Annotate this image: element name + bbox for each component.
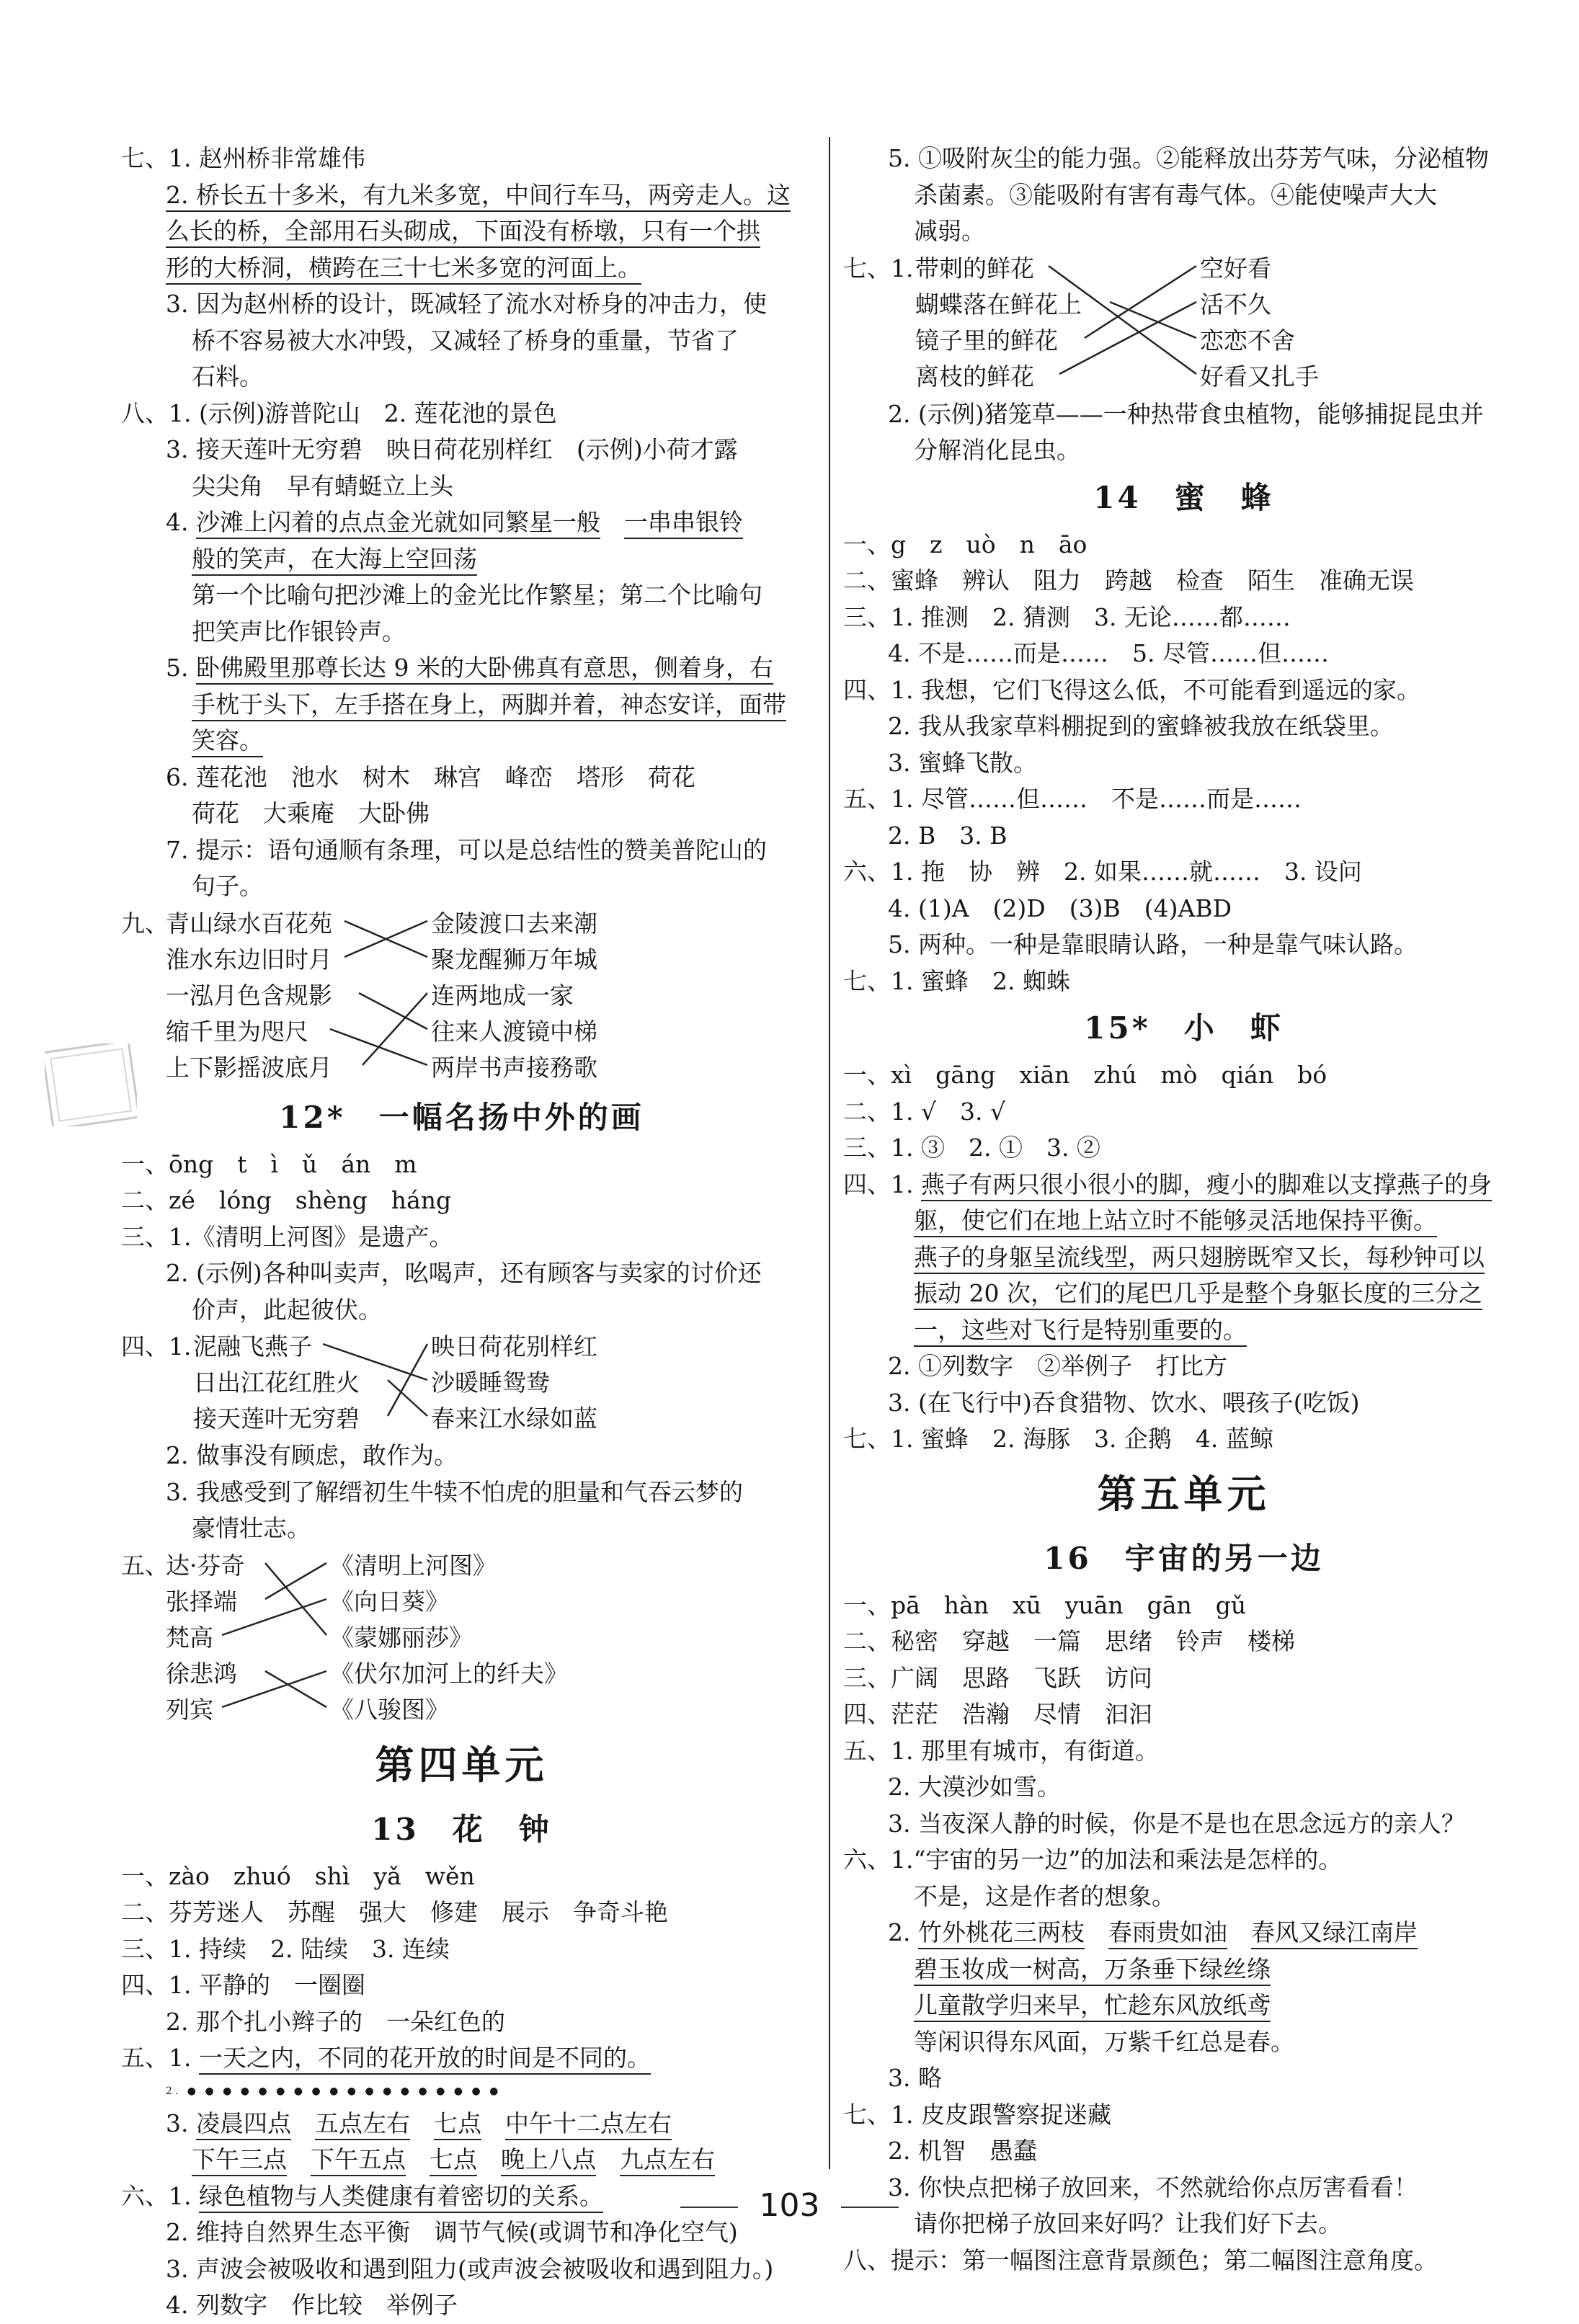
l12-line: 二、zé lóng shèng háng (121, 1186, 452, 1214)
l15-line: 四、1. 燕子有两只很小很小的脚，瘦小的脚难以支撑燕子的身 (843, 1167, 1524, 1203)
painting-item: 《伏尔加河上的纤夫》 (330, 1659, 568, 1688)
l13-line: 三、1. 持续 2. 陆续 3. 连续 (121, 1934, 450, 1963)
s8-line: 八、1. (示例)游普陀山 2. 莲花池的景色 (121, 399, 557, 427)
s9-left-item: 缩千里为咫尺 (166, 1017, 308, 1046)
flower-meaning: 好看又扎手 (1200, 362, 1319, 391)
s9-label: 九、 (121, 909, 169, 938)
s8-line: 5. 卧佛殿里那尊长达 9 米的大卧佛真有意思，侧着身，右 (121, 650, 802, 687)
s9-connector-lines (121, 905, 802, 1089)
l13-line: 3. 声波会被吸收和遇到阻力(或声波会被吸收和遇到阻力。) (166, 2254, 774, 2283)
l13-line: 一、zào zhuó shì yǎ wěn (121, 1861, 475, 1890)
flower-phrase: 离枝的鲜花 (915, 362, 1034, 391)
l14-line: 四、1. 我想，它们飞得这么低，不可能看到遥远的家。 (843, 675, 1420, 704)
s9-right-item: 聚龙醒狮万年城 (431, 945, 597, 974)
l12-line: 2. 做事没有顾虑，敢作为。 (166, 1441, 458, 1469)
l13-dots-line: 2. ● ● ● ● ● ● ● ● ● ● ● ● ● ● ● ● ● ● (166, 2085, 502, 2097)
l12-s4-label: 四、1. (121, 1332, 192, 1361)
l12-line: 一、ōng t ì ǔ án m (121, 1149, 417, 1178)
l13-times-line: 3. 凌晨四点 五点左右 七点 中午十二点左右 (121, 2106, 802, 2142)
l12-s4-matching (121, 1328, 802, 1438)
page-number-dash-left (680, 2207, 738, 2208)
l14-line: 三、1. 推测 2. 猜测 3. 无论……都…… (843, 602, 1291, 631)
lesson14-title: 14 蜜 蜂 (1093, 479, 1274, 515)
l13-line: 四、1. 平静的 一圈圈 (121, 1971, 365, 1999)
l16-line: 2. 大漠沙如雪。 (888, 1773, 1061, 1801)
unit5-title: 第五单元 (1097, 1470, 1271, 1517)
l16-line: 3. 当夜深人静的时候，你是不是也在思念远方的亲人？ (888, 1809, 1465, 1838)
lesson13-title: 13 花 钟 (371, 1811, 552, 1847)
l12-s5-connector-lines (121, 1547, 802, 1729)
right-column (843, 141, 1524, 2279)
lesson16-title: 16 宇宙的另一边 (1044, 1540, 1324, 1576)
flower-meaning: 恋恋不舍 (1200, 326, 1295, 355)
l14-line: 2. 我从我家草料棚捉到的蜜蜂被我放在纸袋里。 (888, 712, 1394, 740)
flower-meaning: 活不久 (1200, 290, 1271, 319)
left-column (121, 141, 802, 2324)
l16-line: 六、1.“宇宙的另一边”的加法和乘法是怎样的。 (843, 1846, 1343, 1874)
l13-line: 2. 那个扎小辫子的 一朵红色的 (166, 2007, 505, 2036)
r-s5-line: 减弱。 (914, 217, 985, 245)
l15-line: 2. ①列数字 ②举例子 打比方 (888, 1352, 1227, 1380)
r-s7-line: 2. (示例)猪笼草——一种热带食虫植物，能够捕捉昆虫并 (888, 399, 1484, 428)
lesson12-title: 12* 一幅名扬中外的画 (279, 1099, 644, 1135)
l16-line: 二、秘密 穿越 一篇 思绪 铃声 楼梯 (843, 1627, 1295, 1655)
s8-line: 句子。 (192, 872, 263, 900)
s9-right-item: 往来人渡镜中梯 (431, 1017, 597, 1046)
s9-left-item: 一泓月色含规影 (166, 981, 332, 1010)
poem-right-item: 映日荷花别样红 (431, 1332, 597, 1361)
column-divider (829, 137, 830, 2169)
l15-line: 振动 20 次，它们的尾巴几乎是整个身躯长度的三分之 (914, 1279, 1482, 1310)
l16-poem-line: 2. 竹外桃花三两枝 春雨贵如油 春风又绿江南岸 (843, 1915, 1524, 1951)
flower-phrase: 镜子里的鲜花 (915, 326, 1058, 355)
s8-line: 3. 接天莲叶无穷碧 映日荷花别样红 (示例)小荷才露 (166, 435, 738, 463)
painting-item: 《蒙娜丽莎》 (330, 1623, 473, 1652)
l15-line: 一、xì gāng xiān zhú mò qián bó (843, 1061, 1327, 1089)
l13-line: 六、1. 绿色植物与人类健康有着密切的关系。 (121, 2178, 802, 2215)
poem-left-item: 泥融飞燕子 (193, 1332, 312, 1361)
l14-line: 4. (1)A (2)D (3)B (4)ABD (888, 894, 1232, 922)
s8-metaphor-1: 沙滩上闪着的点点金光就如同繁星一般 (196, 508, 600, 539)
s8-line: 笑容。 (192, 726, 263, 757)
l14-line: 六、1. 拖 协 辨 2. 如果……就…… 3. 设问 (843, 858, 1362, 886)
publisher-stamp-icon (45, 1043, 137, 1126)
r-s7-matching (843, 250, 1524, 396)
s8-line: 第一个比喻句把沙滩上的金光比作繁星；第二个比喻句 (192, 581, 762, 609)
l15-line: 三、1. ③ 2. ① 3. ② (843, 1134, 1100, 1162)
painting-item: 《清明上河图》 (330, 1551, 497, 1580)
l12-s4-connector-lines (121, 1328, 802, 1438)
poem-left-item: 日出江花红胜火 (193, 1368, 360, 1397)
l12-line: 豪情壮志。 (192, 1514, 311, 1542)
flower-meaning: 空好看 (1200, 254, 1271, 282)
artist-item: 梵高 (166, 1623, 213, 1652)
l14-line: 4. 不是……而是…… 5. 尽管……但…… (888, 639, 1329, 667)
page-number: 103 (0, 2187, 1579, 2224)
l12-line: 2. (示例)各种叫卖声，吆喝声，还有顾客与卖家的讨价还 (166, 1259, 762, 1287)
s9-left-item: 青山绿水百花苑 (166, 909, 332, 938)
artist-item: 张择端 (166, 1587, 237, 1616)
s8-line: 荷花 大乘庵 大卧佛 (192, 799, 430, 827)
painting-item: 《向日葵》 (330, 1587, 449, 1616)
l16-poem-line: 儿童散学归来早，忙趁东风放纸鸢 (914, 1991, 1271, 2022)
r-s5-line: 杀菌素。③能吸附有害有毒气体。④能使噪声大大 (914, 180, 1437, 209)
l15-line: 七、1. 蜜蜂 2. 海豚 3. 企鹅 4. 蓝鲸 (843, 1425, 1273, 1453)
s9-right-item: 连两地成一家 (431, 981, 574, 1010)
l13-line: 2. 维持自然界生态平衡 调节气候(或调节和净化空气) (166, 2218, 738, 2246)
s7-line: 2. 桥长五十多米，有九米多宽，中间行车马，两旁走人。这 (166, 181, 791, 212)
l15-line: 燕子的身躯呈流线型，两只翅膀既窄又长，每秒钟可以 (914, 1243, 1485, 1274)
l16-line: 七、1. 皮皮跟警察捉迷藏 (843, 2100, 1111, 2129)
l16-line: 一、pā hàn xū yuān gān gǔ (843, 1590, 1247, 1619)
s9-right-item: 两岸书声接務歌 (431, 1053, 597, 1082)
l12-s5-label: 五、 (121, 1551, 169, 1580)
r-s5-line: 5. ①吸附灰尘的能力强。②能释放出芬芳气味，分泌植物 (888, 144, 1489, 172)
l15-line: 二、1. √ 3. √ (843, 1097, 1006, 1126)
l14-line: 2. B 3. B (888, 821, 1008, 850)
s7-line: 3. 因为赵州桥的设计，既减轻了流水对桥身的冲击力，使 (166, 290, 767, 318)
l14-line: 5. 两种。一种是靠眼睛认路，一种是靠气味认路。 (888, 930, 1418, 958)
s9-matching (121, 905, 802, 1089)
l13-line: 五、1. 一天之内，不同的花开放的时间是不同的。 (121, 2040, 802, 2077)
l12-line: 价声，此起彼伏。 (192, 1295, 382, 1324)
l12-line: 三、1.《清明上河图》是遗产。 (121, 1222, 453, 1251)
r-s7-line: 分解消化昆虫。 (914, 436, 1080, 464)
poem-right-item: 春来江水绿如蓝 (431, 1404, 597, 1433)
s8-line: 把笑声比作银铃声。 (192, 617, 406, 646)
s7-line: 形的大桥洞，横跨在三十七米多宽的河面上。 (166, 254, 641, 285)
artist-item: 达·芬奇 (166, 1551, 245, 1580)
s9-left-item: 淮水东边旧时月 (166, 945, 332, 974)
s7-line: 么长的桥，全部用石头砌成，下面没有桥墩，只有一个拱 (166, 217, 760, 248)
unit4-title: 第四单元 (375, 1741, 548, 1788)
s8-line: 7. 提示：语句通顺有条理，可以是总结性的赞美普陀山的 (166, 835, 767, 864)
l16-poem-line: 碧玉妆成一树高，万条垂下绿丝绦 (914, 1955, 1271, 1986)
l13-line: 4. 列数字 作比较 举例子 (166, 2291, 458, 2319)
s8-line: 4. 沙滩上闪着的点点金光就如同繁星一般 一串串银铃 (121, 504, 802, 541)
s9-left-item: 上下影摇波底月 (166, 1053, 332, 1082)
l16-line: 2. 机智 愚蠢 (888, 2137, 1037, 2165)
s8-metaphor-2: 一串串银铃 (624, 508, 743, 539)
l16-line: 三、广阔 思路 飞跃 访问 (843, 1663, 1152, 1692)
s7-line: 七、1. 赵州桥非常雄伟 (121, 144, 365, 172)
lesson15-title: 15* 小 虾 (1084, 1010, 1284, 1046)
s9-right-item: 金陵渡口去来潮 (431, 909, 597, 938)
l12-line: 3. 我感受到了解缙初生牛犊不怕虎的胆量和气吞云梦的 (166, 1477, 743, 1506)
painting-item: 《八骏图》 (330, 1695, 449, 1724)
l15-line: 3. (在飞行中)吞食猎物、饮水、喂孩子(吃饭) (888, 1388, 1360, 1417)
l13-line: 二、芬芳迷人 苏醒 强大 修建 展示 争奇斗艳 (121, 1898, 668, 1926)
artist-item: 徐悲鸿 (166, 1659, 237, 1688)
l16-line: 请你把梯子放回来好吗？让我们好下去。 (914, 2209, 1342, 2238)
l15-line: 一，这些对飞行是特别重要的。 (914, 1316, 1247, 1347)
l16-line: 3. 你快点把梯子放回来，不然就给你点厉害看看！ (888, 2173, 1418, 2201)
s8-line: 手枕于头下，左手搭在身上，两脚并着，神态安详，面带 (192, 690, 786, 721)
page-number-dash-right (841, 2207, 899, 2208)
l15-line: 躯，使它们在地上站立时不能够灵活地保持平衡。 (914, 1206, 1437, 1237)
s7-line: 石料。 (192, 362, 263, 391)
s8-line: 尖尖角 早有蜻蜓立上头 (192, 471, 453, 500)
artist-item: 列宾 (166, 1695, 213, 1724)
poem-right-item: 沙暖睡鸳鸯 (431, 1368, 550, 1397)
l16-line: 不是，这是作者的想象。 (914, 1882, 1175, 1910)
r-s7-label: 七、1. (843, 254, 914, 282)
l16-line: 等闲识得东风面，万紫千红总是春。 (914, 2027, 1294, 2056)
r-s7-connector-lines (843, 250, 1524, 396)
l14-line: 二、蜜蜂 辨认 阻力 跨越 检查 陌生 准确无误 (843, 566, 1414, 595)
l16-line: 五、1. 那里有城市，有街道。 (843, 1736, 1159, 1765)
s7-line: 桥不容易被大水冲毁，又减轻了桥身的重量，节省了 (192, 326, 739, 355)
l14-line: 一、g z uò n āo (843, 530, 1087, 558)
l16-line: 八、提示：第一幅图注意背景颜色；第二幅图注意角度。 (843, 2245, 1438, 2274)
l14-line: 五、1. 尽管……但…… 不是……而是…… (843, 785, 1302, 813)
s8-line: 6. 莲花池 池水 树木 琳宫 峰峦 塔形 荷花 (166, 762, 695, 791)
l12-s5-matching (121, 1547, 802, 1729)
l16-line: 3. 略 (888, 2064, 942, 2092)
l13-times-line: 下午三点 下午五点 七点 晚上八点 九点左右 (121, 2142, 802, 2178)
l14-line: 3. 蜜蜂飞散。 (888, 748, 1037, 777)
s8-line: 般的笑声，在大海上空回荡 (192, 545, 477, 576)
flower-phrase: 带刺的鲜花 (915, 254, 1034, 282)
poem-left-item: 接天莲叶无穷碧 (193, 1404, 360, 1433)
flower-phrase: 蝴蝶落在鲜花上 (915, 290, 1082, 319)
l16-line: 四、茫茫 浩瀚 尽情 汩汩 (843, 1700, 1152, 1728)
l14-line: 七、1. 蜜蜂 2. 蜘蛛 (843, 966, 1070, 995)
